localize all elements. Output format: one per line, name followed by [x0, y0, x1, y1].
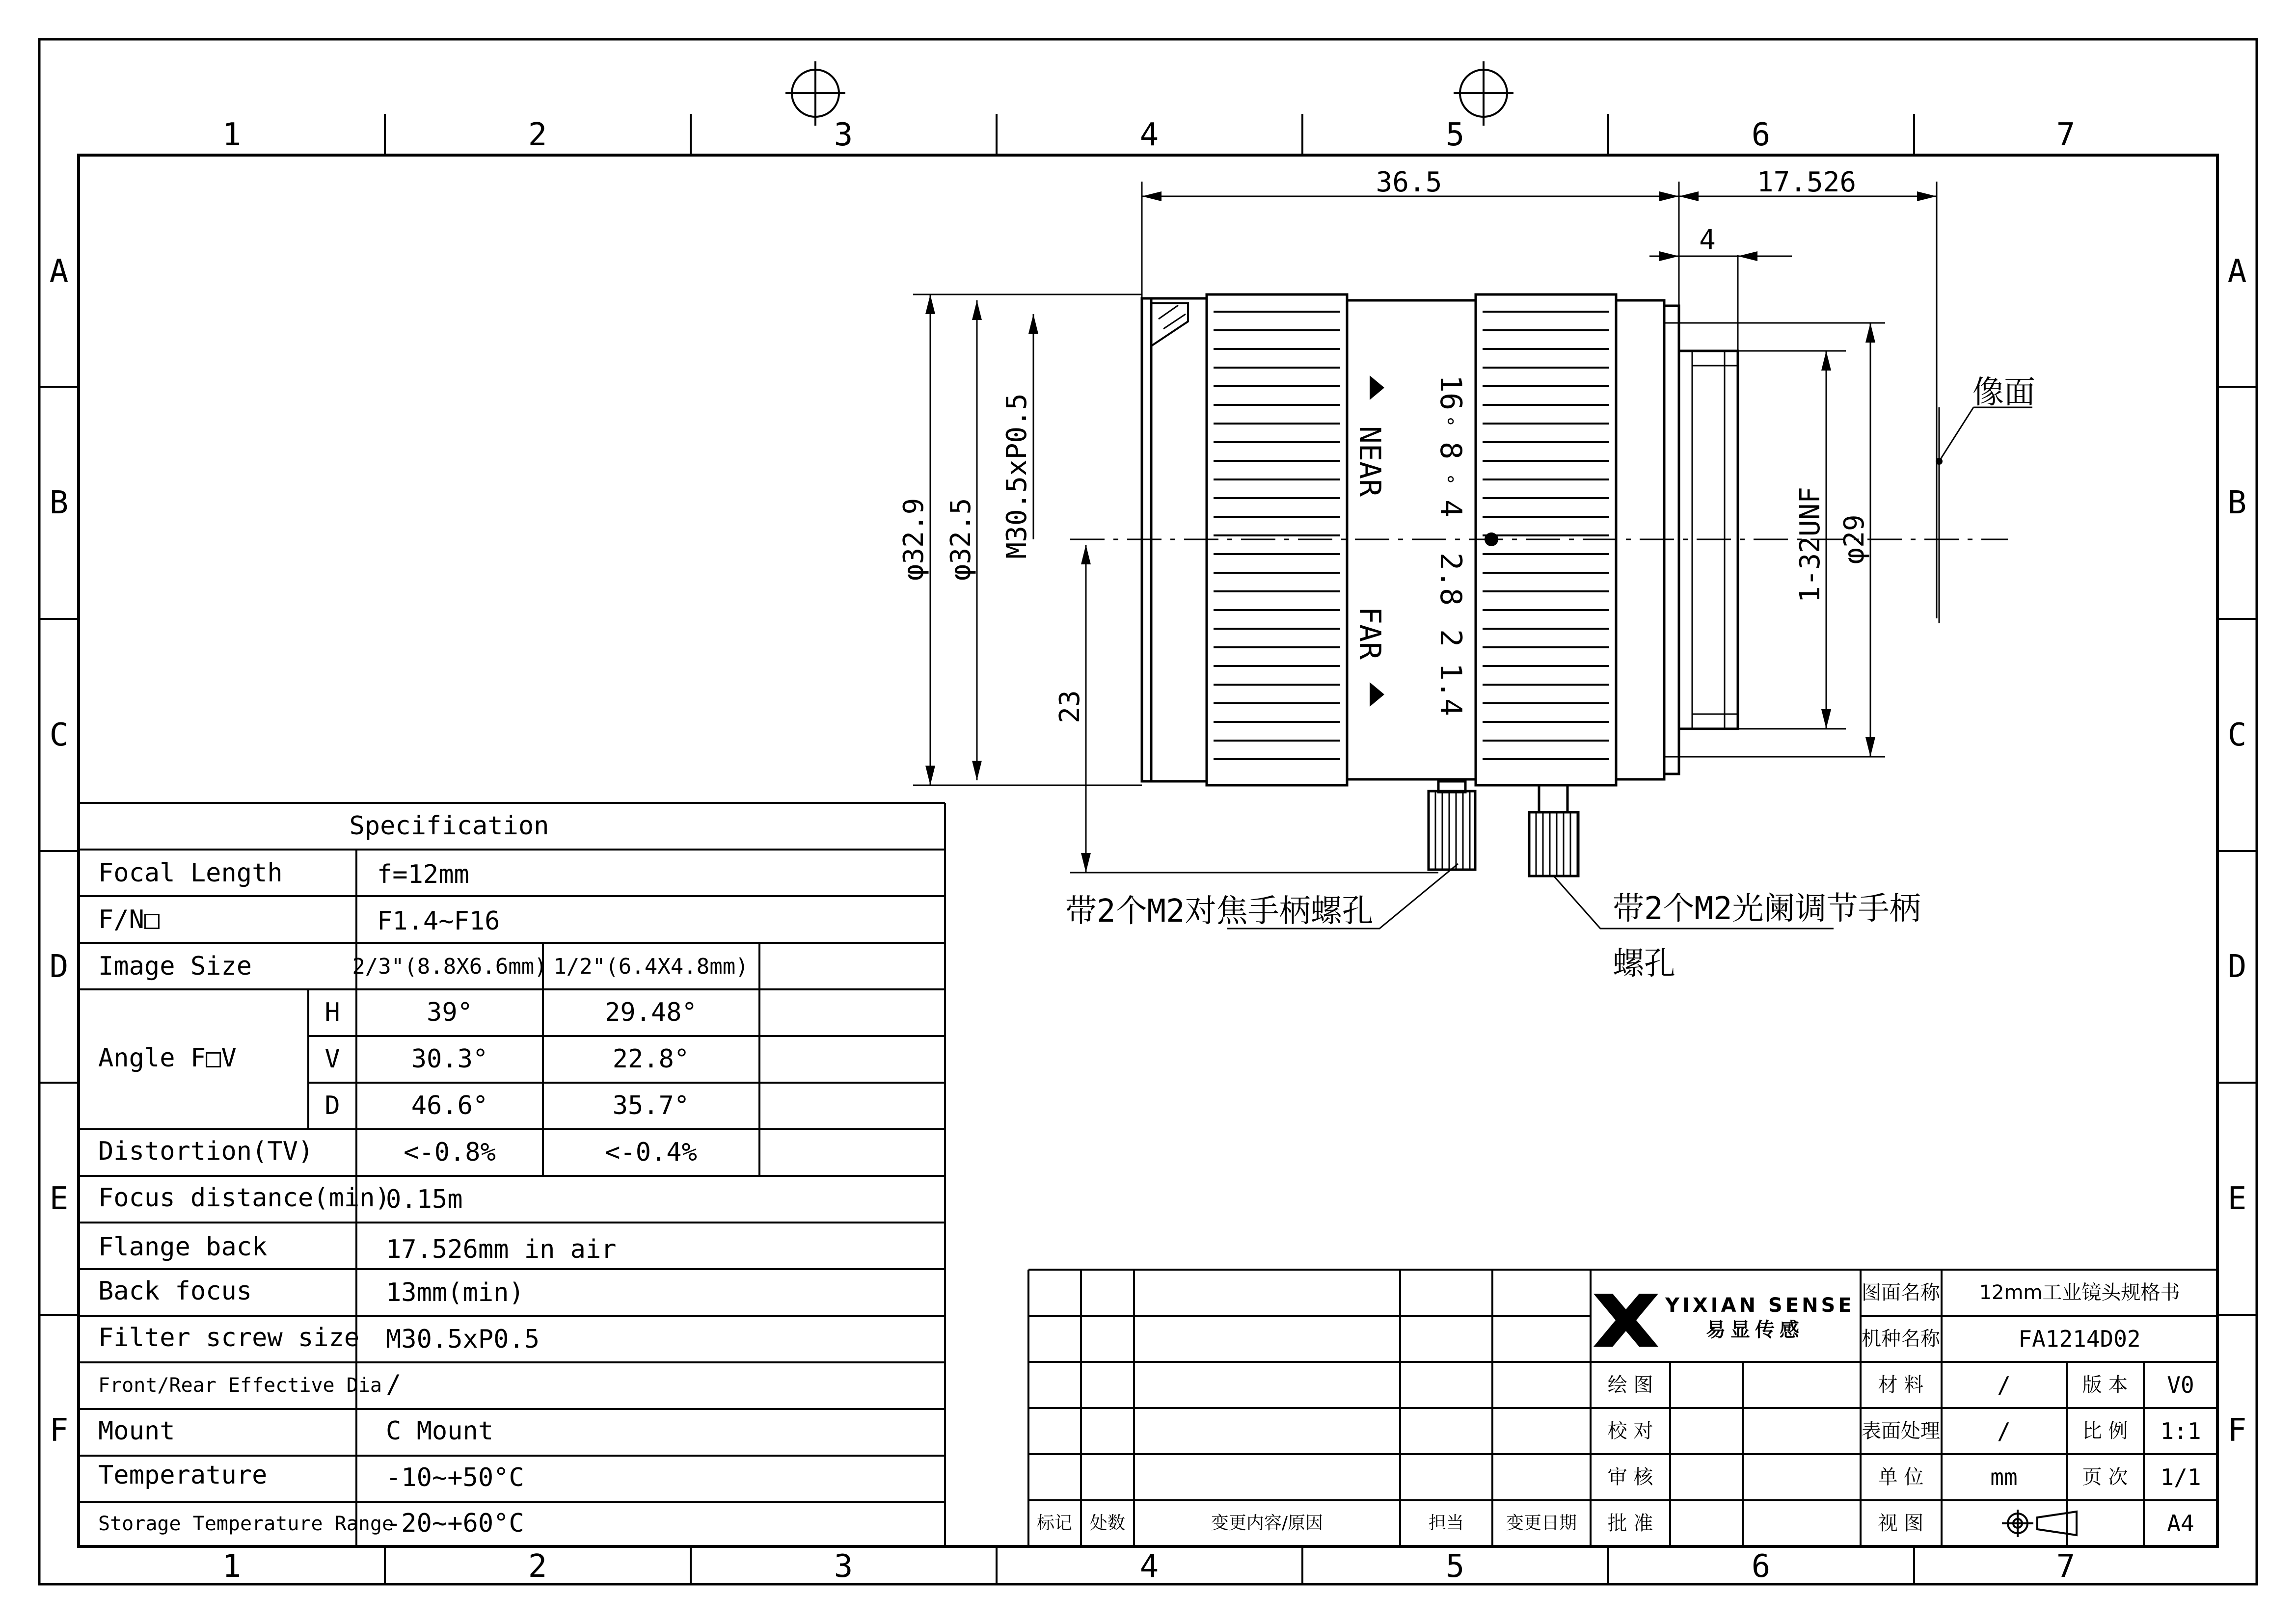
fnumber-2-8: 2.8 — [1433, 552, 1468, 606]
dim-mount-thread: 1-32UNF — [1794, 486, 1826, 603]
zone-row-f-left: F — [49, 1412, 69, 1449]
label-version: 版 本 — [2082, 1374, 2128, 1396]
spec-label-fnumber: F/N□ — [98, 905, 160, 934]
spec-label-filter-screw: Filter screw size — [98, 1323, 360, 1353]
label-page: 页 次 — [2082, 1466, 2128, 1489]
label-surface: 表面处理 — [1862, 1420, 1940, 1442]
label-draw: 绘 图 — [1607, 1374, 1653, 1396]
value-page: 1/1 — [2160, 1464, 2201, 1490]
spec-fov-d-1: 46.6° — [411, 1091, 488, 1120]
value-drawing-name: 12mm工业镜头规格书 — [1979, 1281, 2180, 1304]
spec-label-angle-fov: Angle F□V — [98, 1043, 237, 1073]
dim-overall-length: 36.5 — [1376, 166, 1442, 198]
label-iris-screw-holes-1: 带2个M2光阑调节手柄 — [1613, 891, 1921, 927]
spec-value-temperature: -10~+50°C — [386, 1463, 524, 1492]
label-model: 机种名称 — [1862, 1328, 1940, 1350]
spec-label-back-focus: Back focus — [98, 1276, 252, 1306]
spec-fov-v-2: 22.8° — [612, 1044, 690, 1074]
dim-outer-diameter: φ32.9 — [898, 498, 930, 581]
spec-label-mount: Mount — [98, 1416, 175, 1446]
spec-value-effective-dia: / — [386, 1370, 402, 1399]
zone-col-3-top: 3 — [834, 117, 853, 153]
spec-title: Specification — [349, 811, 549, 841]
arrow-heads — [925, 191, 1943, 873]
value-unit: mm — [1990, 1464, 2018, 1490]
lens-drawing — [1070, 294, 2008, 876]
dim-flange-back: 17.526 — [1756, 166, 1857, 198]
spec-label-effective-dia: Front/Rear Effective Dia — [98, 1374, 382, 1397]
spec-value-fnumber: F1.4~F16 — [377, 906, 500, 936]
value-model: FA1214D02 — [2018, 1326, 2141, 1352]
zone-col-2-bottom: 2 — [528, 1548, 547, 1585]
label-unit: 单 位 — [1878, 1466, 1924, 1489]
label-iris-screw-holes-2: 螺孔 — [1613, 946, 1675, 982]
label-approve: 批 准 — [1607, 1512, 1653, 1535]
centering-marks — [785, 61, 1513, 126]
spec-value-image-size-2: 1/2"(6.4X4.8mm) — [553, 954, 749, 979]
zone-col-4-top: 4 — [1139, 117, 1159, 153]
value-material: / — [1997, 1372, 2011, 1398]
label-check: 校 对 — [1607, 1420, 1653, 1442]
spec-value-flange-back: 17.526mm in air — [386, 1235, 617, 1264]
fnumber-2: 2 — [1433, 629, 1468, 647]
zone-col-6-bottom: 6 — [1751, 1548, 1771, 1585]
lens-label-near: NEAR — [1352, 425, 1387, 497]
spec-grid — [79, 803, 945, 1546]
zone-row-e-right: E — [2227, 1181, 2247, 1217]
spec-value-filter-screw: M30.5xP0.5 — [386, 1325, 540, 1354]
spec-fov-axis-h: H — [324, 998, 340, 1027]
label-scale: 比 例 — [2082, 1420, 2128, 1442]
value-surface: / — [1997, 1418, 2011, 1444]
spec-value-image-size-1: 2/3"(8.8X6.6mm) — [352, 954, 547, 979]
rev-header-owner: 担当 — [1428, 1513, 1464, 1533]
zone-col-7-bottom: 7 — [2056, 1548, 2076, 1585]
dim-filter-thread: M30.5xP0.5 — [1001, 393, 1033, 559]
dim-outer-diameter-2: φ32.5 — [945, 498, 977, 581]
spec-label-flange-back: Flange back — [98, 1232, 268, 1262]
zone-row-a-left: A — [49, 253, 69, 290]
fstop-dot: ∘ — [1444, 410, 1457, 432]
spec-value-focus-distance: 0.15m — [386, 1185, 463, 1214]
lens-label-far: FAR — [1352, 606, 1387, 660]
zone-col-5-bottom: 5 — [1445, 1548, 1465, 1585]
projection-symbol-icon — [2002, 1510, 2077, 1537]
zone-row-d-right: D — [2227, 949, 2247, 985]
zone-row-a-right: A — [2227, 253, 2247, 290]
fstop-dot: ∘ — [1444, 468, 1457, 490]
spec-value-distortion-2: <-0.4% — [605, 1138, 697, 1167]
value-scale: 1:1 — [2160, 1418, 2201, 1444]
dim-center-height: 23 — [1054, 690, 1086, 723]
spec-label-distortion: Distortion(TV) — [98, 1137, 314, 1166]
zone-row-e-left: E — [49, 1181, 69, 1217]
spec-fov-v-1: 30.3° — [411, 1044, 488, 1074]
zone-col-4-bottom: 4 — [1139, 1548, 1159, 1585]
value-version: V0 — [2167, 1372, 2194, 1398]
zone-col-5-top: 5 — [1445, 117, 1465, 153]
yixian-logo-mark — [1594, 1294, 1658, 1347]
dim-thread-length: 4 — [1699, 224, 1716, 256]
zone-row-c-left: C — [49, 717, 69, 753]
rev-header-content: 变更内容/原因 — [1211, 1513, 1324, 1533]
spec-fov-axis-v: V — [324, 1044, 340, 1074]
brand-name-cn: 易显传感 — [1706, 1319, 1804, 1341]
rev-header-mark: 标记 — [1036, 1513, 1073, 1533]
spec-label-temperature: Temperature — [98, 1461, 268, 1490]
fnumber-4: 4 — [1433, 499, 1468, 518]
zone-col-2-top: 2 — [528, 117, 547, 153]
spec-label-focal-length: Focal Length — [98, 858, 283, 888]
zone-row-f-right: F — [2227, 1412, 2247, 1449]
fnumber-16: 16 — [1433, 374, 1468, 411]
spec-value-mount: C Mount — [386, 1416, 494, 1446]
rev-header-count: 处数 — [1089, 1513, 1126, 1533]
label-view: 视 图 — [1878, 1512, 1924, 1535]
knurl-pattern — [1214, 312, 1609, 876]
fnumber-8: 8 — [1433, 441, 1468, 460]
label-image-plane: 像面 — [1972, 374, 2035, 411]
fnumber-1-4: 1.4 — [1433, 663, 1468, 717]
label-material: 材 料 — [1878, 1374, 1924, 1396]
spec-fov-h-2: 29.48° — [605, 998, 697, 1027]
label-focus-screw-holes: 带2个M2对焦手柄螺孔 — [1065, 893, 1374, 930]
spec-label-focus-distance: Focus distance(min) — [98, 1183, 390, 1213]
zone-row-c-right: C — [2227, 717, 2247, 753]
spec-fov-axis-d: D — [324, 1091, 340, 1120]
spec-value-distortion-1: <-0.8% — [404, 1138, 496, 1167]
value-paper-size: A4 — [2167, 1510, 2194, 1537]
zone-row-b-right: B — [2227, 485, 2247, 521]
spec-value-back-focus: 13mm(min) — [386, 1278, 524, 1307]
spec-fov-d-2: 35.7° — [612, 1091, 690, 1120]
label-review: 审 核 — [1607, 1466, 1653, 1489]
spec-fov-h-1: 39° — [427, 998, 473, 1027]
spec-value-storage-temperature: -20~+60°C — [386, 1509, 524, 1538]
spec-label-image-size: Image Size — [98, 952, 252, 981]
zone-row-b-left: B — [49, 485, 69, 521]
zone-col-3-bottom: 3 — [834, 1548, 853, 1585]
spec-label-storage-temperature: Storage Temperature Range — [98, 1513, 394, 1535]
zone-row-d-left: D — [49, 949, 69, 985]
spec-value-focal-length: f=12mm — [377, 860, 469, 889]
zone-col-1-top: 1 — [222, 117, 242, 153]
zone-col-7-top: 7 — [2056, 117, 2076, 153]
zone-col-1-bottom: 1 — [222, 1548, 242, 1585]
rev-header-date: 变更日期 — [1506, 1513, 1577, 1533]
zone-col-6-top: 6 — [1751, 117, 1771, 153]
label-drawing-name: 图面名称 — [1862, 1281, 1940, 1304]
brand-name: YIXIAN SENSE — [1665, 1294, 1855, 1317]
dim-mount-diameter: φ29 — [1838, 514, 1870, 564]
